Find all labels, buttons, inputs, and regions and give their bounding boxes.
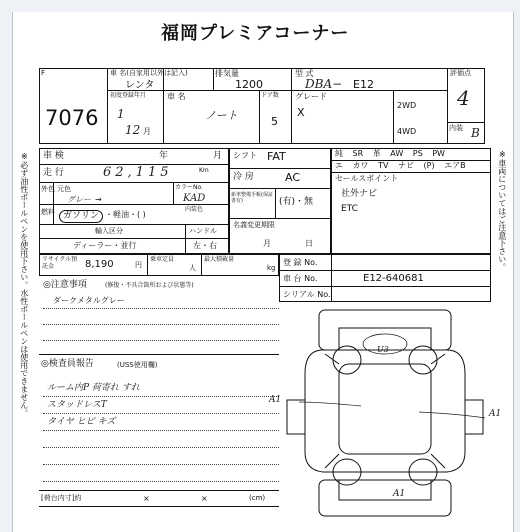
load-unit: kg [267, 264, 276, 272]
ac-value: AC [285, 171, 301, 184]
cargo-size-label: [荷台内寸]約 [41, 494, 82, 502]
inspector-sublabel: (USS使用欄) [117, 361, 158, 369]
chassis-value: E12-640681 [363, 273, 424, 284]
damage-mark-right: A1 [489, 409, 502, 419]
ext-color-label: 外色 [41, 185, 55, 193]
original-color-label: 元色 [57, 185, 71, 193]
right-side-note: ※車両についてはご注意下さい。 [497, 150, 507, 271]
selling-points-label: セールスポイント [335, 174, 399, 183]
inspection-year: 年 [159, 151, 169, 161]
shift-label: シフト [233, 151, 257, 160]
capacity-unit: 人 [189, 264, 196, 272]
car-damage-diagram [279, 302, 491, 526]
notes-label: ◎注意事項 [43, 280, 87, 290]
displacement-label: 排気量 [215, 69, 239, 78]
car-type-value: レンタ [125, 80, 155, 91]
ac-label: 冷 房 [233, 172, 254, 182]
shift-value: FAT [267, 150, 286, 163]
load-label: 最大積載量 [204, 256, 235, 263]
score-label: 評価点 [450, 69, 471, 77]
grade-label: グレード [295, 92, 327, 101]
service-book-value: (有)・無 [279, 197, 314, 207]
first-reg-label: 初度登録年月 [110, 92, 147, 99]
name-change-label: 名義変更期限 [233, 221, 275, 229]
mileage-value: 62,115 [103, 165, 173, 180]
doors-value: 5 [271, 115, 278, 128]
import-value: ディーラー・並行 [73, 241, 137, 250]
cargo-x2: × [201, 494, 208, 503]
car-type-label: 車 名(自家用以外は記入) [110, 69, 188, 77]
inspector-line-2: スタッドレスT [47, 400, 107, 410]
cargo-unit: (cm) [249, 494, 266, 502]
fuel-value: ガソリン [59, 210, 103, 223]
recycle-value: 8,190 [85, 259, 114, 270]
equipment-row-1: 純 SR 革 AW PS PW [335, 149, 445, 158]
name-change-month: 月 [263, 239, 271, 248]
color-no-label: カラーNo. [175, 184, 203, 191]
grade-value: X [297, 106, 305, 119]
model-value: E12 [353, 78, 374, 91]
interior-score-label: 内装 [449, 124, 463, 132]
interior-color-label: 内装色 [185, 206, 204, 213]
model-label: 型 式 [295, 69, 314, 78]
auction-sheet [12, 12, 514, 532]
reg-month-unit: 月 [143, 127, 151, 136]
inspector-label: ◎検査員報告 [41, 359, 94, 369]
car-name-label: 車 名 [167, 92, 186, 101]
chassis-label: 車 台 No. [283, 274, 318, 283]
lot-mark: F [41, 69, 46, 77]
mileage-unit: Km [199, 167, 209, 174]
color-arrow: → [95, 195, 102, 204]
ink-warning-note: ※必ず油性ボールペンを使用下さい。水性ボールペンは使用できません。 [19, 152, 29, 417]
mileage-label: 走 行 [43, 168, 64, 178]
import-label: 輸入区分 [95, 227, 123, 235]
inspection-month: 月 [213, 151, 223, 161]
inspector-line-3: タイヤ ヒビ キズ [47, 417, 116, 427]
damage-mark-bottom: A1 [393, 489, 406, 499]
handle-label: ハンドル [189, 227, 217, 235]
model-code: DBA− [305, 77, 343, 91]
recycle-unit: 円 [135, 261, 142, 269]
name-change-day: 日 [305, 239, 313, 248]
reg-year-value: 1 [117, 107, 125, 121]
notes-sublabel: (修復・不具合箇所および状態等) [105, 282, 194, 289]
interior-score-value: B [471, 126, 480, 140]
equipment-row-2: エ カワ TV ナビ (P) エアB [335, 161, 466, 170]
reg-no-label: 登 録 No. [283, 258, 318, 267]
fuel-alt: ・軽油・( ) [105, 210, 146, 219]
selling-point-etc: ETC [341, 204, 358, 214]
damage-mark-roof: U3 [377, 345, 389, 354]
handle-value: 左・右 [193, 241, 217, 250]
selling-point-nav: 社外ナビ [341, 189, 378, 199]
reg-month-value: 12 [125, 123, 141, 137]
service-book-label: 新車整備手帳(保証書有) [231, 192, 273, 204]
displacement-value: 1200 [235, 78, 263, 91]
serial-label: シリアル No. [283, 290, 331, 299]
color-no-value: KAD [183, 193, 206, 204]
damage-mark-left: A1 [269, 395, 282, 405]
drive-4wd: 4WD [397, 127, 417, 136]
sheet-title: 福岡プレミアコーナー [161, 23, 350, 44]
inspection-label: 車 検 [43, 151, 64, 161]
cargo-x1: × [143, 494, 150, 503]
inspector-line-1: ルーム内P 荷寄れ すれ [47, 383, 140, 393]
recycle-label: リサイクル預託金 [42, 256, 78, 270]
doors-label: ドア数 [261, 92, 279, 99]
ext-color-value: グレー [67, 195, 91, 204]
fuel-label: 燃料 [41, 208, 55, 216]
capacity-label: 乗車定員 [150, 256, 175, 263]
drive-2wd: 2WD [397, 101, 417, 110]
car-name-value: ノート [205, 109, 238, 122]
lot-number: 7076 [45, 106, 99, 130]
score-value: 4 [457, 86, 470, 110]
notes-text: ダークメタルグレー [53, 296, 125, 305]
